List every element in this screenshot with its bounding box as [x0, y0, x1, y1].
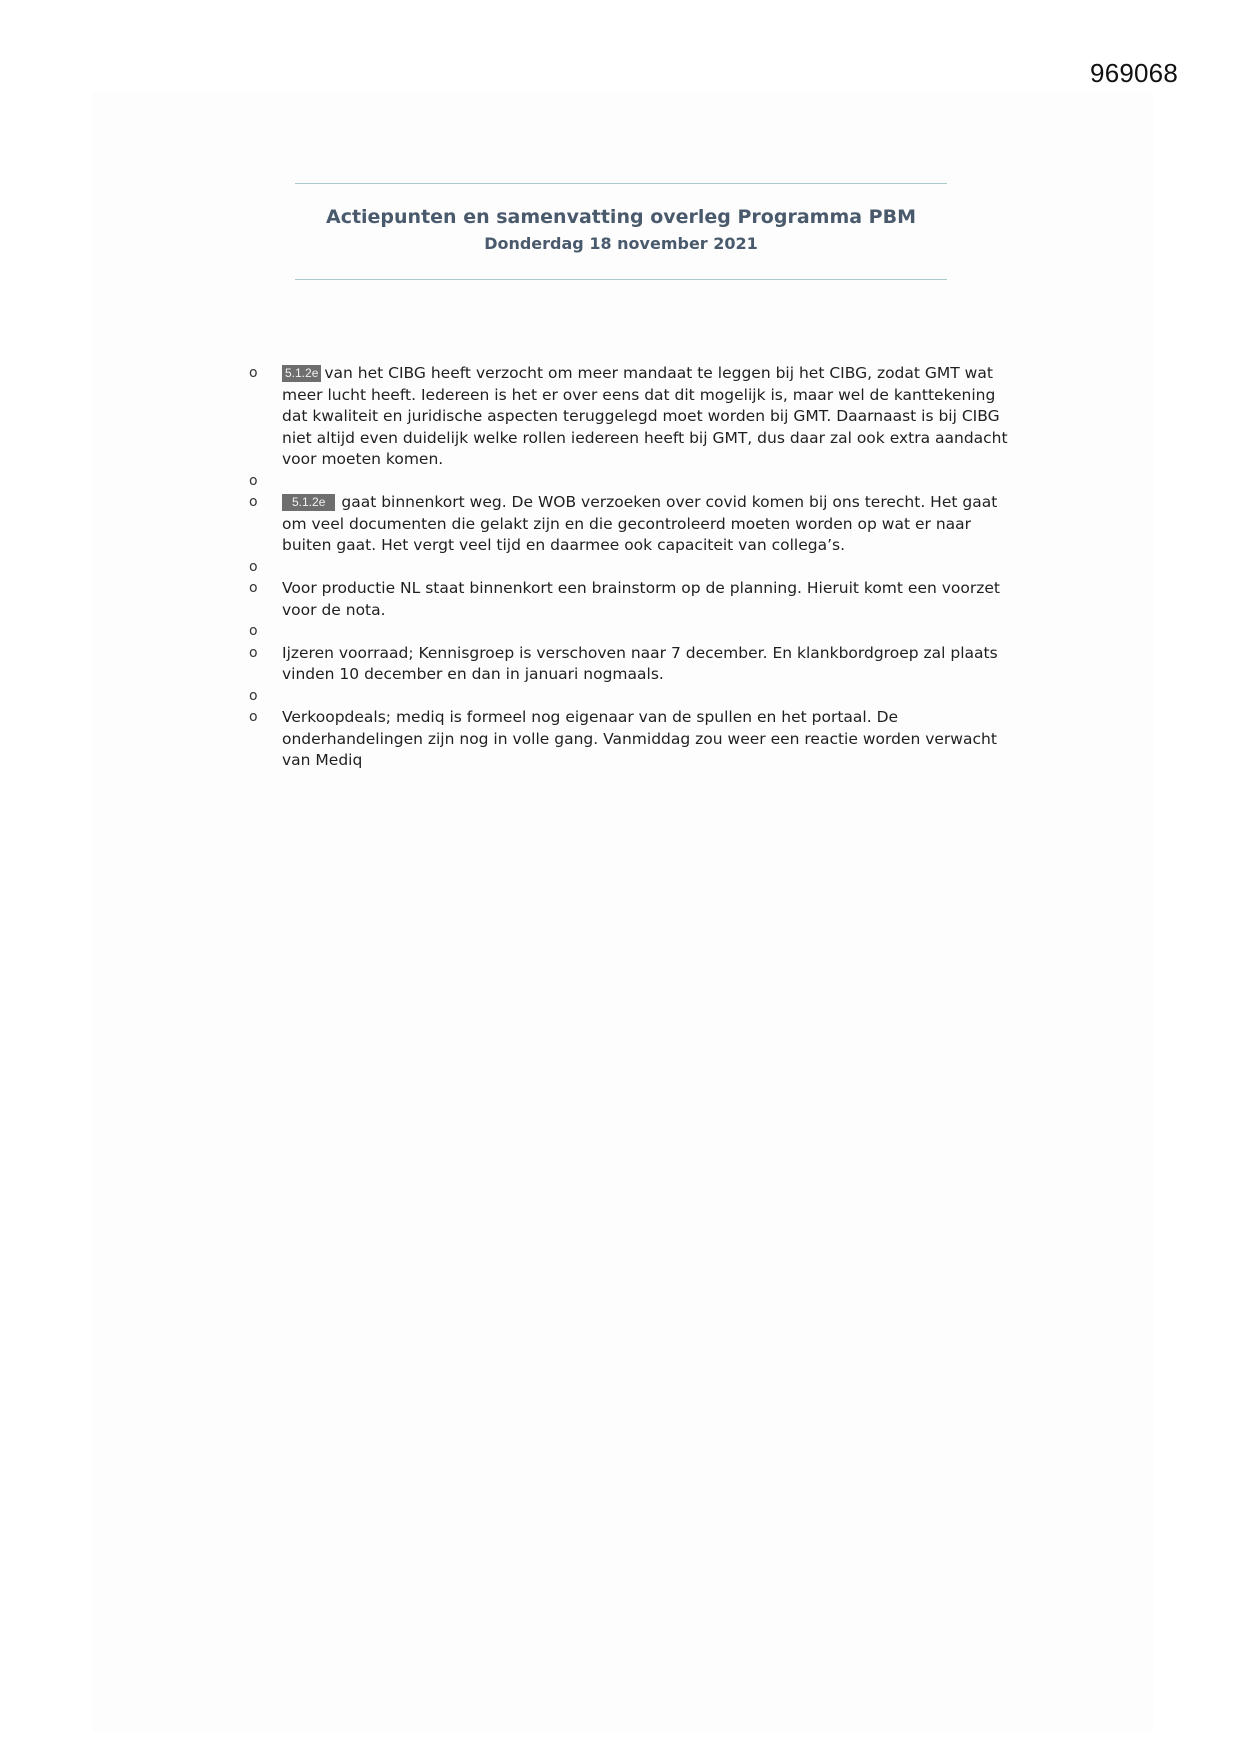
redaction-mark: 5.1.2e [282, 494, 335, 511]
list-item [248, 492, 1008, 557]
list-item [248, 643, 1008, 686]
redaction-mark: 5.1.2e [282, 365, 321, 382]
bullet-icon: o [249, 558, 258, 575]
list-item-text: van het CIBG heeft verzocht om meer mandaat te leggen bij het CIBG, zodat GMT wat meer lucht heeft. Iedereen is het er over eens dat dit mogelijk is, maar wel de kanttekening dat kwaliteit en juridische aspecten teruggelegd moet worden bij GMT. Daarnaast is bij CIBG niet altijd even duidelijk welke rollen iedereen heeft bij GMT, dus daar zal ook extra aandacht voor moeten komen. [282, 364, 1008, 468]
list-item [248, 707, 1008, 772]
list-item-text: Ijzeren voorraad; Kennisgroep is verschoven naar 7 december. En klankbordgroep zal plaats vinden 10 december en dan in januari nogmaals. [282, 643, 998, 683]
bullet-icon: o [249, 365, 258, 381]
page-scan-area [92, 92, 1154, 1732]
empty-list-item [248, 621, 1008, 643]
document-number: 969068 [1090, 58, 1178, 88]
bullet-icon: o [249, 644, 258, 661]
action-points-list [248, 363, 1008, 772]
list-item-text: Verkoopdeals; mediq is formeel nog eigenaar van de spullen en het portaal. De onderhandelingen zijn nog in volle gang. Vanmiddag zou weer een reactie worden verwacht van Mediq [282, 708, 997, 769]
list-item-text: Voor productie NL staat binnenkort een brainstorm op de planning. Hieruit komt een voorzet voor de nota. [282, 579, 1000, 619]
bullet-icon: o [249, 623, 258, 639]
bullet-icon: o [249, 472, 258, 489]
empty-list-item [248, 686, 1008, 708]
list-item [248, 578, 1008, 621]
bullet-icon: o [249, 709, 258, 725]
bullet-icon: o [249, 687, 258, 704]
bullet-icon: o [249, 580, 258, 596]
document-header [295, 183, 947, 280]
list-item-text: gaat binnenkort weg. De WOB verzoeken over covid komen bij ons terecht. Het gaat om veel documenten die gelakt zijn en die gecontroleerd moeten worden op wat er naar buiten gaat. Het vergt veel tijd en daarmee ook capaciteit van collega’s. [282, 493, 998, 554]
list-item [248, 363, 1008, 471]
document-date: Donderdag 18 november 2021 [484, 234, 758, 253]
document-title: Actiepunten en samenvatting overleg Programma PBM [325, 206, 916, 228]
empty-list-item [248, 557, 1008, 579]
empty-list-item [248, 471, 1008, 493]
bullet-icon: o [249, 494, 258, 510]
